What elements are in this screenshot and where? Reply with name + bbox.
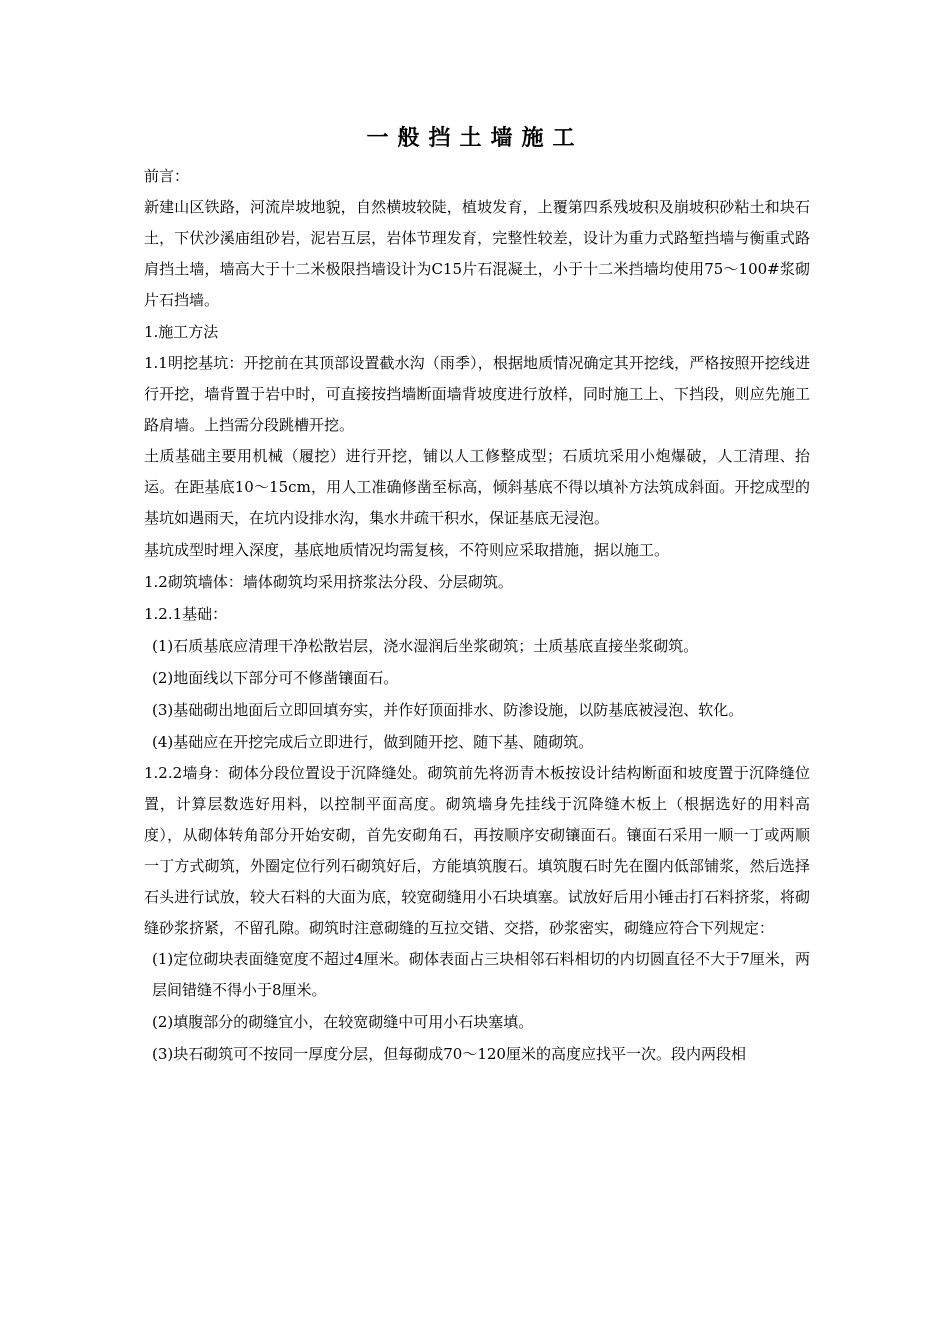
- list-item-joint-2: (2)填腹部分的砌缝宜小，在较宽砌缝中可用小石块塞填。: [152, 1013, 534, 1031]
- list-item-joint-3: (3)块石砌筑可不按同一厚度分层，但每砌成70～120厘米的高度应找平一次。段内两段相: [152, 1045, 746, 1063]
- heading-construction-method: 1.施工方法: [144, 323, 219, 341]
- heading-foundation: 1.2.1基础：: [144, 605, 228, 623]
- paragraph-pit-check: 基坑成型时埋入深度，基底地质情况均需复核，不符则应采取措施，据以施工。: [144, 541, 670, 559]
- document-title: 一般挡土墙施工: [366, 125, 584, 151]
- list-item-joint-1: (1)定位砌块表面缝宽度不超过4厘米。砌体表面占三块相邻石料相切的内切圆直径不大于7厘米，两层间错缝不得小于8厘米。: [152, 950, 810, 999]
- list-item-foundation-3: (3)基础砌出地面后立即回填夯实，并作好顶面排水、防渗设施，以防基底被浸泡、软化。: [152, 701, 744, 719]
- paragraph-open-excavation: 1.1明挖基坑：开挖前在其顶部设置截水沟（雨季），根据地质情况确定其开挖线，严格按照开挖线进行开挖，墙背置于岩中时，可直接按挡墙断面墙背坡度进行放样，同时施工上、下挡段，则应先施工路肩墙。上挡需分段跳槽开挖。: [144, 354, 810, 434]
- list-item-foundation-4: (4)基础应在开挖完成后立即进行，做到随开挖、随下基、随砌筑。: [152, 733, 594, 751]
- paragraph-soil-foundation: 土质基础主要用机械（履挖）进行开挖，铺以人工修整成型；石质坑采用小炮爆破，人工清理、抬运。在距基底10～15cm，用人工准确修凿至标高，倾斜基底不得以填补方法筑成斜面。开挖成型的基坑如遇雨天，在坑内设排水沟，集水井疏干积水，保证基底无浸泡。: [144, 447, 810, 527]
- paragraph-preface-label: 前言：: [144, 167, 190, 185]
- document-body: [144, 160, 810, 1070]
- paragraph-wall-body: 1.2.2墙身：砌体分段位置设于沉降缝处。砌筑前先将沥青木板按设计结构断面和坡度置于沉降缝位置，计算层数选好用料，以控制平面高度。砌筑墙身先挂线于沉降缝木板上（根据选好的用料高度），从砌体转角部分开始安砌，首先安砌角石，再按顺序安砌镶面石。镶面石采用一顺一丁或两顺一丁方式砌筑，外圈定位行列石砌筑好后，方能填筑腹石。填筑腹石时先在圈内低部铺浆，然后选择石头进行试放，较大石料的大面为底，较宽砌缝用小石块填塞。试放好后用小锤击打石料挤浆，将砌缝砂浆挤紧，不留孔隙。砌筑时注意砌缝的互拉交错、交搭，砂浆密实，砌缝应符合下列规定：: [144, 764, 810, 937]
- paragraph-preface: 新建山区铁路，河流岸坡地貌，自然横坡较陡，植坡发育，上覆第四系残坡积及崩坡积砂粘土和块石土，下伏沙溪庙组砂岩，泥岩互层，岩体节理发育，完整性较差，设计为重力式路堑挡墙与衡重式路肩挡土墙，墙高大于十二米极限挡墙设计为C15片石混凝土，小于十二米挡墙均使用75～100#浆砌片石挡墙。: [144, 198, 810, 309]
- heading-masonry-wall: 1.2砌筑墙体：墙体砌筑均采用挤浆法分段、分层砌筑。: [144, 573, 513, 591]
- list-item-foundation-2: (2)地面线以下部分可不修凿镶面石。: [152, 669, 399, 687]
- list-item-foundation-1: (1)石质基底应清理干净松散岩层，浇水湿润后坐浆砌筑；土质基底直接坐浆砌筑。: [152, 637, 699, 655]
